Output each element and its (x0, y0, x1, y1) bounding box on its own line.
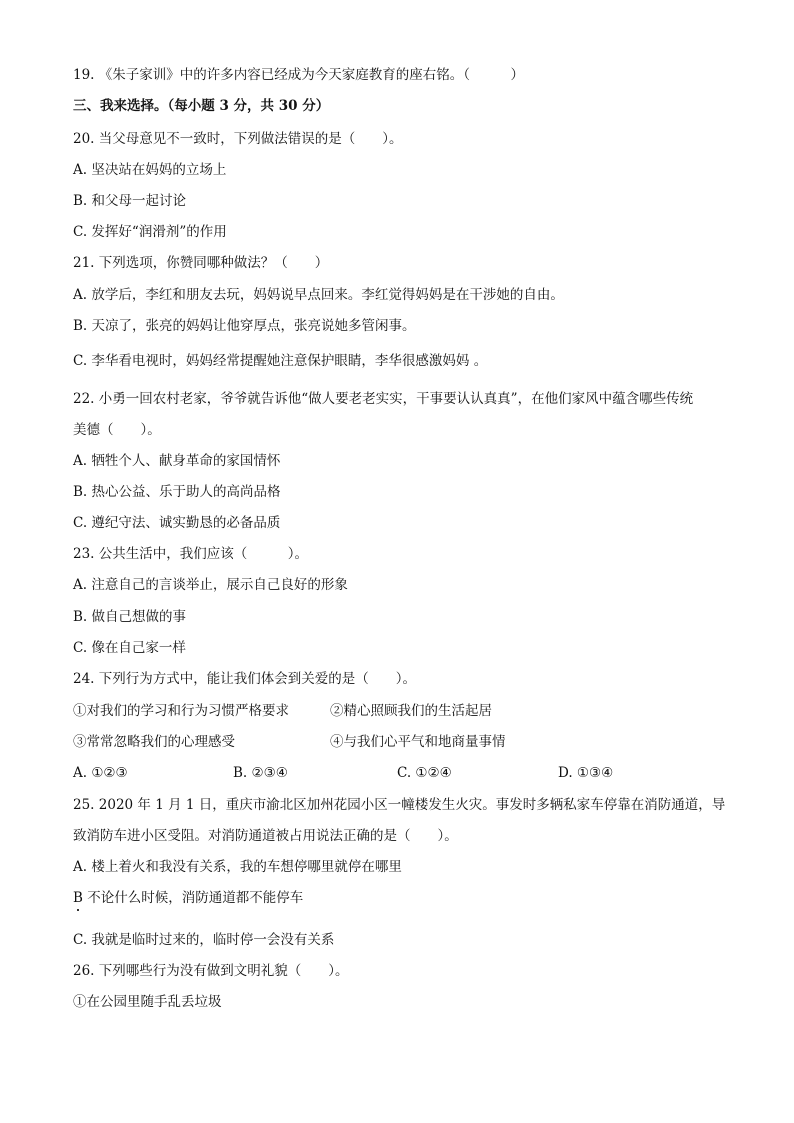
question-19: 19. 《朱子家训》中的许多内容已经成为今天家庭教育的座右铭。（ ） (73, 67, 525, 83)
question-25-stem-line2: 致消防车进小区受阻。对消防通道被占用说法正确的是（ ）。 (73, 828, 458, 844)
stray-dot (77, 909, 79, 911)
question-22-option-c: C. 遵纪守法、诚实勤恳的必备品质 (73, 515, 281, 531)
question-24-option-c: C. ①②④ (397, 765, 452, 781)
question-25-option-a: A. 楼上着火和我没有关系，我的车想停哪里就停在哪里 (73, 859, 402, 875)
question-26-item-1: ①在公园里随手乱丢垃圾 (73, 994, 222, 1010)
question-22-stem-line1: 22. 小勇一回农村老家，爷爷就告诉他“做人要老老实实，干事要认认真真”，在他们家风中蕴含哪些传统 (73, 391, 694, 407)
question-22-option-b: B. 热心公益、乐于助人的高尚品格 (73, 484, 281, 500)
question-24-stem: 24. 下列行为方式中，能让我们体会到关爱的是（ ）。 (73, 671, 417, 687)
question-24-option-d: D. ①③④ (558, 765, 614, 781)
question-24-item-2: ②精心照顾我们的生活起居 (330, 703, 492, 719)
question-21-stem: 21. 下列选项，你赞同哪种做法？（ ） (73, 255, 329, 271)
question-23-option-a: A. 注意自己的言谈举止，展示自己良好的形象 (73, 577, 348, 593)
question-24-item-4: ④与我们心平气和地商量事情 (330, 734, 506, 750)
question-25-stem-line1: 25. 2020 年 1 月 1 日，重庆市渝北区加州花园小区一幢楼发生火灾。事发时多辆私家车停靠在消防通道，导 (73, 797, 726, 813)
question-24-option-b: B. ②③④ (233, 765, 288, 781)
question-20-option-a: A. 坚决站在妈妈的立场上 (73, 162, 227, 178)
question-21-option-b: B. 天凉了，张亮的妈妈让他穿厚点，张亮说她多管闲事。 (73, 318, 416, 334)
section-3-title: 三、我来选择。（每小题 3 分，共 30 分） (73, 98, 330, 114)
question-23-option-b: B. 做自己想做的事 (73, 609, 187, 625)
question-20-stem: 20. 当父母意见不一致时，下列做法错误的是（ ）。 (73, 131, 403, 147)
question-20-option-c: C. 发挥好“润滑剂”的作用 (73, 224, 227, 240)
question-24-item-1: ①对我们的学习和行为习惯严格要求 (73, 703, 289, 719)
question-26-stem: 26. 下列哪些行为没有做到文明礼貌（ ）。 (73, 963, 349, 979)
question-21-option-c: C. 李华看电视时，妈妈经常提醒她注意保护眼睛，李华很感激妈妈 。 (73, 353, 488, 369)
question-23-stem: 23. 公共生活中，我们应该（ ）。 (73, 546, 309, 562)
question-22-option-a: A. 牺牲个人、献身革命的家国情怀 (73, 453, 281, 469)
question-25-option-c: C. 我就是临时过来的，临时停一会没有关系 (73, 932, 335, 948)
question-20-option-b: B. 和父母一起讨论 (73, 193, 187, 209)
question-24-item-3: ③常常忽略我们的心理感受 (73, 734, 235, 750)
question-21-option-a: A. 放学后，李红和朋友去玩，妈妈说早点回来。李红觉得妈妈是在干涉她的自由。 (73, 287, 564, 303)
question-24-option-a: A. ①②③ (73, 765, 128, 781)
question-22-stem-line2: 美德（ ）。 (73, 422, 161, 438)
question-25-option-b: B 不论什么时候，消防通道都不能停车 (73, 890, 304, 906)
question-23-option-c: C. 像在自己家一样 (73, 640, 186, 656)
